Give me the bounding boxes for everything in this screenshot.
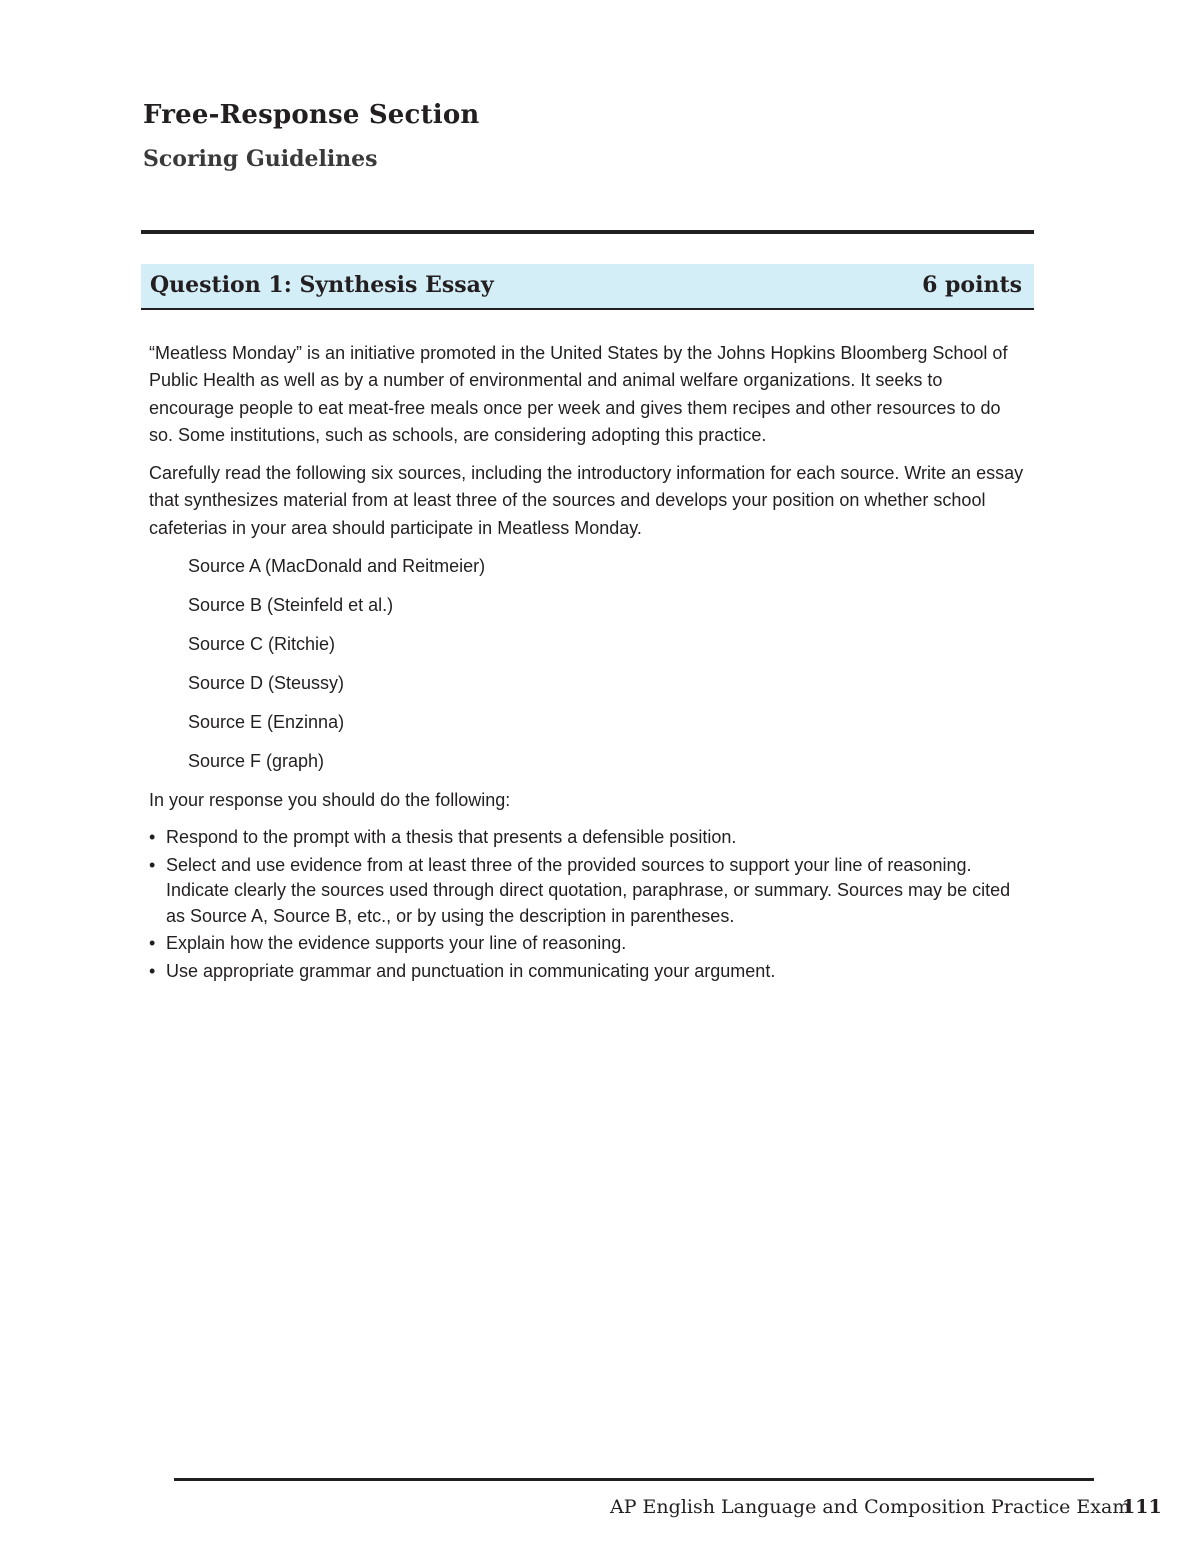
source-list: [188, 553, 1029, 775]
bullet-text: Explain how the evidence supports your line of reasoning.: [166, 933, 627, 954]
bullet-item: [149, 853, 1029, 930]
instruction-bullets: [149, 825, 1029, 984]
footer-divider: [174, 1478, 1094, 1481]
bullet-text: Select and use evidence from at least three of the provided sources to support your line of reasoning. Indicate clearly the sources used through direct quotation, paraphrase, or summary. Sources may be cited as Source A, Source B, etc., or by using the description in parentheses.: [166, 854, 1011, 926]
question-header-bar: [141, 264, 1034, 310]
intro-paragraph: “Meatless Monday” is an initiative promoted in the United States by the Johns Hopkins Bloomberg School of Public Health as well as by a number of environmental and animal welfare organizations. It seeks to encourage people to eat meat-free meals once per week and gives them recipes and other resources to do so. Some institutions, such as schools, are considering adopting this practice.: [149, 343, 1008, 445]
source-item: Source A (MacDonald and Reitmeier): [188, 556, 486, 577]
bullet-icon: •: [149, 854, 156, 875]
section-title: Free-Response Section: [143, 100, 480, 130]
top-divider: [141, 230, 1034, 234]
source-item: Source D (Steussy): [188, 673, 345, 694]
bullet-item: [149, 959, 1029, 985]
section-subtitle: Scoring Guidelines: [143, 146, 378, 172]
source-item: Source B (Steinfeld et al.): [188, 595, 394, 616]
bullet-icon: •: [149, 827, 156, 848]
bullet-icon: •: [149, 960, 156, 981]
source-item: Source E (Enzinna): [188, 712, 345, 733]
bullet-text: Use appropriate grammar and punctuation in communicating your argument.: [166, 960, 776, 981]
source-item: Source C (Ritchie): [188, 634, 336, 655]
bullet-text: Respond to the prompt with a thesis that presents a defensible position.: [166, 827, 737, 848]
question-title: Question 1: Synthesis Essay: [150, 272, 494, 298]
question-points: 6 points: [922, 272, 1022, 298]
page-number: 111: [1122, 1496, 1162, 1518]
question-body: [149, 340, 1029, 986]
instructions-lead: In your response you should do the following:: [149, 790, 511, 811]
source-item: Source F (graph): [188, 751, 325, 772]
intro-paragraph: Carefully read the following six sources, including the introductory information for each source. Write an essay that synthesizes material from at least three of the sources and develops your position on whether school cafeterias in your area should participate in Meatless Monday.: [149, 463, 1024, 538]
bullet-item: [149, 825, 1029, 851]
footer-title: AP English Language and Composition Practice Exam: [610, 1496, 1131, 1518]
bullet-icon: •: [149, 933, 156, 954]
bullet-item: [149, 931, 1029, 957]
